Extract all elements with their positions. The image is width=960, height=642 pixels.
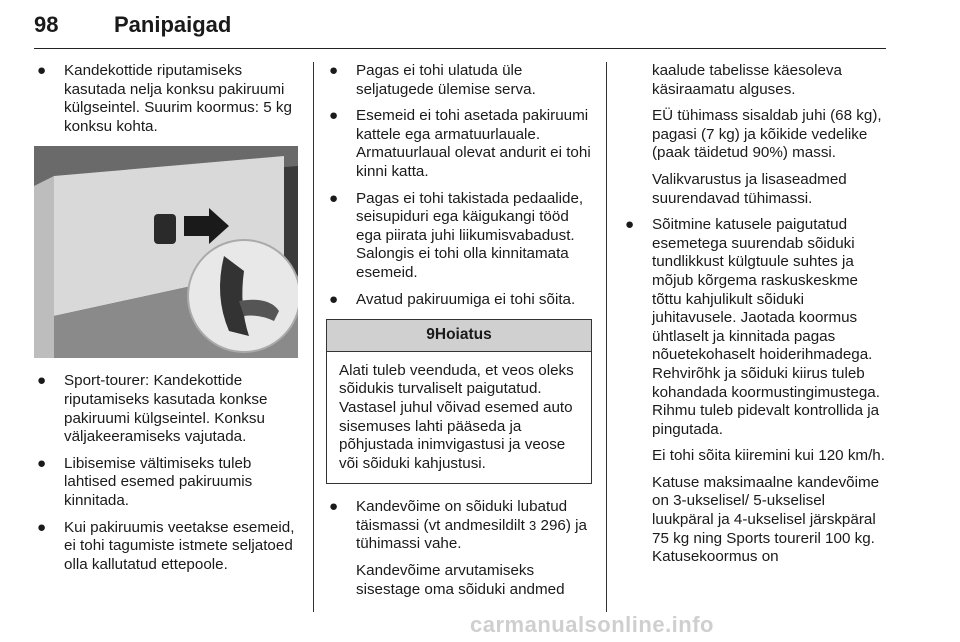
warning-header bbox=[327, 320, 591, 352]
paragraph: EÜ tühimass sisaldab juhi (68 kg), pagasi (7 kg) ja kõikide vedelike (paak täidetud 90%) massi. bbox=[652, 107, 882, 162]
column-divider bbox=[606, 62, 607, 612]
bullet-icon: ● bbox=[329, 107, 339, 125]
list-item: ● Sõitmine katusele paigutatud esemetega suurendab sõiduki tundlikkust külgtuule suhtes ja mõjub kõrgema raskuskeskme tõttu kahjulikult sõiduki juhitavusele. Jaotada koormus ühtlaselt ja kinnitada pagas nõuetekohaselt hoiderihmadega. Rehvirõhk ja sõiduki kiirus tuleb kohandada koormustingimustega. Rihmu tuleb pidevalt kontrollida ja pingutada. bbox=[625, 216, 880, 438]
bullet-icon: ● bbox=[329, 290, 339, 308]
paragraph: kaalude tabelisse käesoleva käsiraamatu alguses. bbox=[652, 62, 842, 98]
column-3 bbox=[622, 62, 888, 575]
bullet-icon: ● bbox=[329, 498, 339, 516]
bullet-icon: ● bbox=[625, 216, 635, 234]
list-item: ● Kui pakiruumis veetakse esemeid, ei tohi tagumiste istmete seljatoed olla kallutatud ettepoole. bbox=[37, 518, 295, 573]
page-reference-icon: 3 bbox=[529, 517, 537, 533]
list-item: ● Pagas ei tohi ulatuda üle seljatugede ülemise serva. bbox=[329, 62, 536, 98]
paragraph: Katuse maksimaalne kandevõime on 3-ukselisel/ 5-ukselisel luukpäral ja 4-ukselisel järskpäral 75 kg ning Sports toureril 100 kg. Katusekoormus on bbox=[652, 473, 880, 566]
page-number: 98 bbox=[34, 12, 59, 37]
list-item: ● Pagas ei tohi takistada pedaalide, seisupiduri ega käigukangi tööd ega piirata juhi liikumisvabadust. Salongis ei tohi olla kinnitamata esemeid. bbox=[329, 189, 584, 281]
trunk-hook-illustration bbox=[34, 146, 298, 358]
trunk-hook-image bbox=[34, 146, 298, 358]
page-reference[interactable]: 296) ja tühimassi vahe. bbox=[356, 516, 587, 553]
warning-text: Alati tuleb veenduda, et veos oleks sõidukis turvaliselt paigutatud. Vastasel juhul võivad esemed auto sisemuses lahti pääseda ja põhjustada inimvigastusi ja veose või sõiduki kahjustusi. bbox=[339, 361, 574, 472]
bullet-icon: ● bbox=[37, 62, 47, 79]
list-item: ● Sport-tourer: Kandekottide riputamiseks kasutada konkse pakiruumi külgseintel. Konksu väljakeeramiseks vajutada. bbox=[37, 372, 268, 446]
page-header bbox=[34, 8, 886, 49]
list-item: ● Avatud pakiruumiga ei tohi sõita. bbox=[329, 290, 576, 308]
column-1 bbox=[34, 62, 302, 582]
list-item: ● Kandekottide riputamiseks kasutada nelja konksu pakiruumi külgseintel. Suurim koormus: 5 kg konksu kohta. bbox=[37, 62, 292, 135]
column-divider bbox=[313, 62, 314, 612]
list-item: ● Esemeid ei tohi asetada pakiruumi kattele ega armatuurlauale. Armatuurlaual olevat andurit ei tohi kinni katta. bbox=[329, 107, 591, 180]
page-title: Panipaigad bbox=[114, 12, 232, 37]
paragraph: Ei tohi sõita kiiremini kui 120 km/h. bbox=[652, 447, 885, 465]
paragraph: Valikvarustus ja lisaseadmed suurendavad tühimassi. bbox=[652, 170, 847, 207]
paragraph: Kandevõime arvutamiseks sisestage oma sõiduki andmed bbox=[356, 562, 565, 598]
warning-box bbox=[326, 319, 592, 484]
bullet-icon: ● bbox=[37, 372, 47, 390]
bullet-icon: ● bbox=[37, 518, 47, 536]
warning-icon: 9 bbox=[426, 326, 435, 344]
watermark: carmanualsonline.info bbox=[470, 612, 714, 637]
bullet-icon: ● bbox=[329, 62, 339, 79]
warning-title: Hoiatus bbox=[434, 326, 492, 344]
list-item: ● Kandevõime on sõiduki lubatud täismassi (vt andmesildilt 3 296) ja tühimassi vahe. bbox=[329, 498, 587, 553]
list-item: ● Libisemise vältimiseks tuleb lahtised esemed pakiruumis kinnitada. bbox=[37, 454, 253, 509]
column-2 bbox=[326, 62, 592, 607]
bullet-icon: ● bbox=[37, 454, 47, 472]
bullet-icon: ● bbox=[329, 189, 339, 207]
